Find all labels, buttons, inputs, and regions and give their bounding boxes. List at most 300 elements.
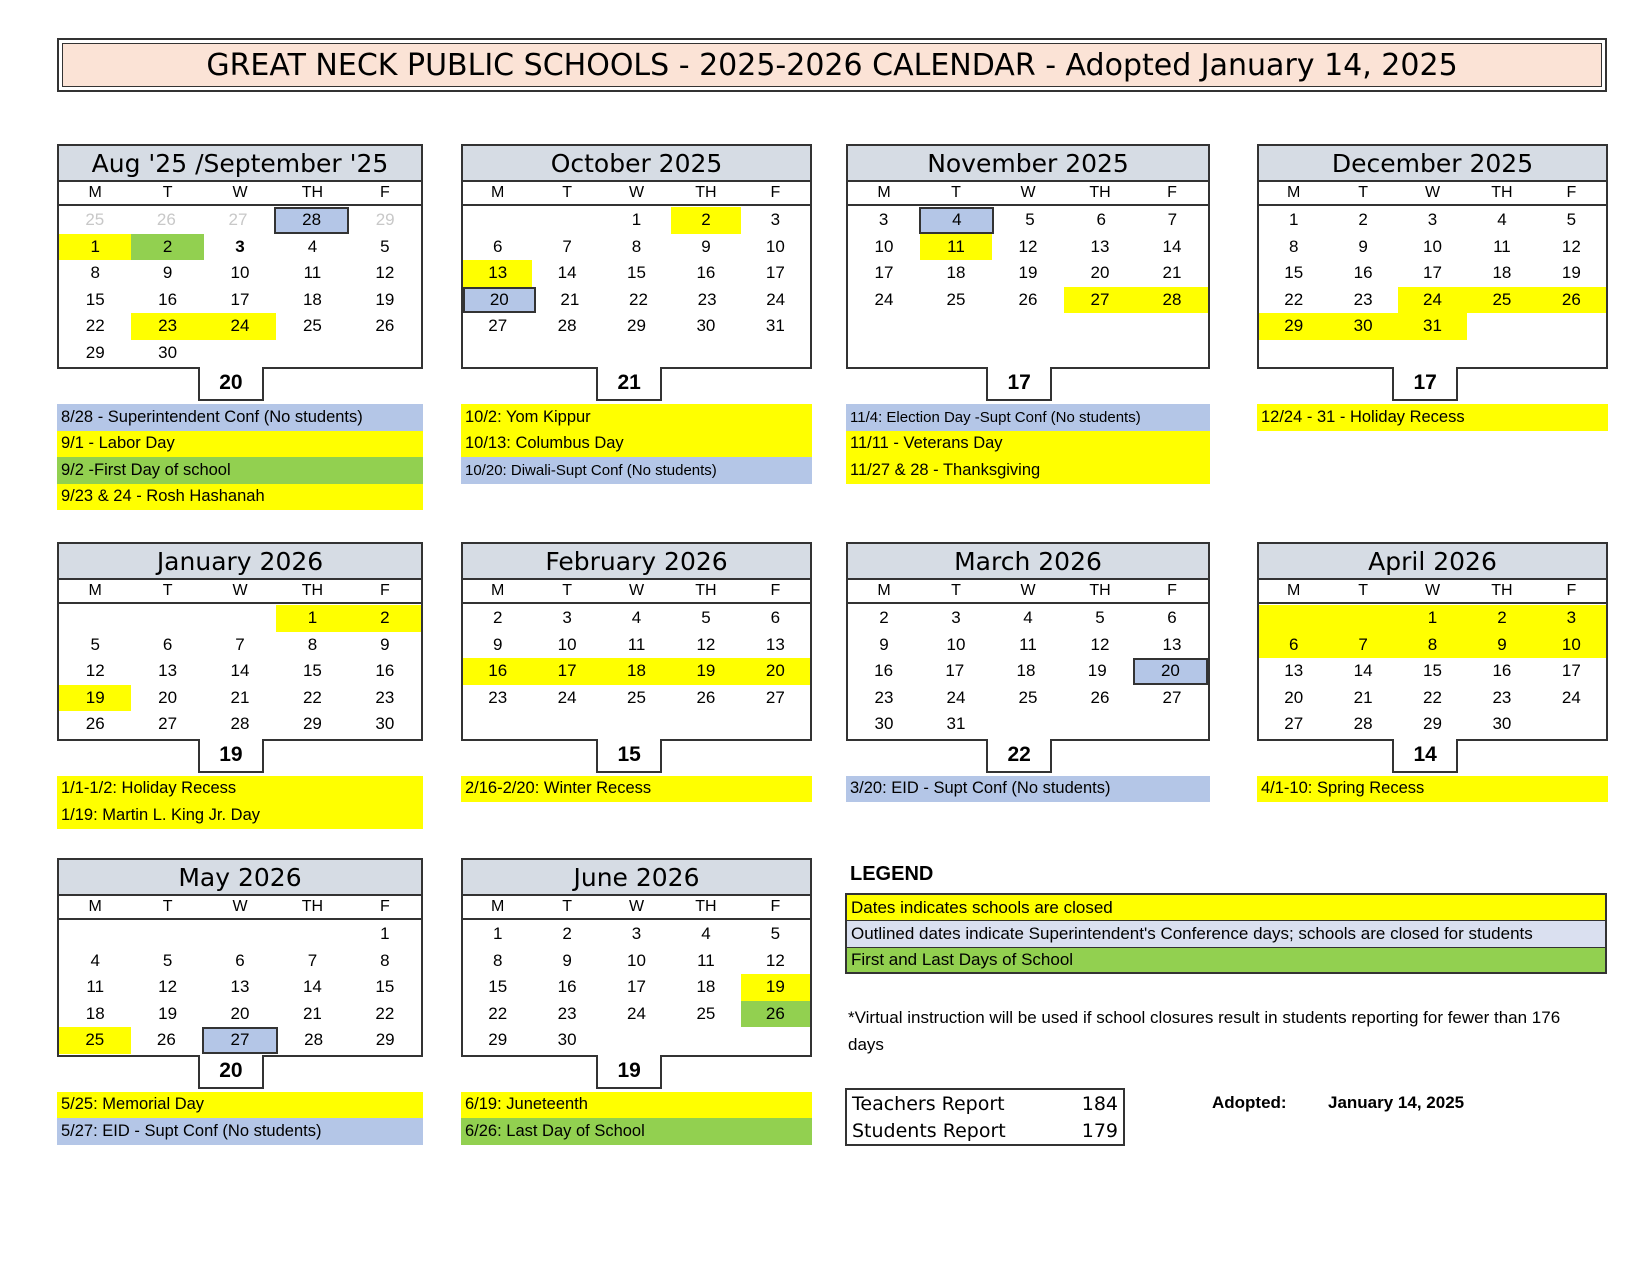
event-note: 6/19: Juneteenth — [461, 1092, 812, 1119]
weekday-label: M — [877, 184, 891, 201]
day-cell: 20 — [158, 687, 178, 707]
day-cell: 16 — [158, 289, 178, 309]
day-cell: 4 — [1023, 608, 1033, 628]
day-cell: 26 — [741, 1001, 810, 1028]
event-note: 8/28 - Superintendent Conf (No students) — [57, 404, 423, 431]
empty-day-cell — [602, 1027, 671, 1054]
month-title: June 2026 — [463, 860, 810, 896]
event-note: 12/24 - 31 - Holiday Recess — [1257, 404, 1608, 431]
day-cell: 1 — [1288, 210, 1299, 230]
day-cell: 18 — [1016, 661, 1036, 681]
day-cell: 23 — [488, 687, 508, 707]
day-cell: 2 — [349, 605, 421, 632]
day-cell: 24 — [557, 687, 577, 707]
weekday-label: T — [162, 582, 173, 599]
empty-day-cell — [349, 340, 421, 367]
day-cell: 3 — [878, 210, 889, 230]
day-cell: 26 — [156, 1030, 176, 1050]
weekday-label: F — [770, 898, 781, 915]
weekday-label: TH — [301, 582, 324, 599]
week-row — [848, 313, 1208, 340]
event-note: 11/27 & 28 - Thanksgiving — [846, 457, 1210, 484]
week-row — [848, 658, 1208, 685]
week-row — [1259, 287, 1606, 314]
day-cell: 2 — [1467, 605, 1536, 632]
empty-day-cell — [671, 1027, 740, 1054]
empty-day-cell — [1537, 340, 1606, 367]
day-cell: 28 — [230, 714, 250, 734]
empty-day-cell — [920, 340, 992, 367]
week-row — [848, 340, 1208, 367]
day-cell: 23 — [874, 687, 894, 707]
day-cell: 12 — [765, 950, 785, 970]
day-cell: 20 — [1284, 687, 1304, 707]
day-cell: 17 — [765, 263, 785, 283]
week-row — [59, 685, 421, 712]
day-cell: 14 — [1162, 236, 1182, 256]
event-note: 1/19: Martin L. King Jr. Day — [57, 802, 423, 829]
adopted-label: Adopted: — [1212, 1093, 1287, 1112]
day-cell: 2 — [671, 207, 740, 234]
day-cell: 2 — [1358, 210, 1368, 230]
week-row — [463, 1001, 810, 1028]
weekday-label: F — [1566, 582, 1577, 599]
day-cell: 29 — [85, 342, 105, 362]
empty-day-cell — [59, 605, 131, 632]
week-row — [463, 207, 810, 234]
weekday-label: T — [951, 184, 961, 201]
empty-day-cell — [1259, 605, 1328, 632]
month-notes — [57, 776, 423, 829]
week-row — [59, 234, 421, 261]
empty-day-cell — [204, 605, 276, 632]
weekday-label: W — [628, 582, 645, 599]
day-cell: 11 — [86, 977, 105, 997]
day-cell: 8 — [1288, 236, 1299, 256]
day-cell: 6 — [1096, 210, 1106, 230]
day-cell: 27 — [1064, 287, 1136, 314]
weekday-header — [848, 580, 1208, 604]
day-cell: 26 — [696, 687, 716, 707]
month-notes — [1257, 404, 1608, 431]
day-cell: 25 — [696, 1003, 716, 1023]
day-cell: 14 — [230, 661, 250, 681]
day-cell: 30 — [1328, 313, 1397, 340]
day-cell: 24 — [1398, 287, 1467, 314]
month-grid — [1257, 542, 1608, 741]
month-notes — [461, 776, 812, 803]
month-notes — [1257, 776, 1608, 803]
day-cell: 15 — [85, 289, 105, 309]
weekday-label: T — [162, 184, 173, 201]
day-cell: 6 — [235, 950, 245, 970]
day-cell: 5 — [1566, 210, 1577, 230]
week-row — [1259, 658, 1606, 685]
day-cell: 4 — [701, 924, 711, 944]
day-cell: 11 — [697, 950, 715, 970]
day-cell: 13 — [1284, 661, 1304, 681]
day-cell: 29 — [488, 1030, 508, 1050]
weekday-label: W — [1424, 184, 1441, 201]
day-cell: 10 — [946, 634, 966, 654]
day-cell: 21 — [1353, 687, 1373, 707]
day-cell: 12 — [1561, 236, 1581, 256]
day-cell: 16 — [696, 263, 716, 283]
weekday-label: T — [1358, 582, 1368, 599]
day-cell: 11 — [1493, 236, 1511, 256]
school-days-count: 22 — [986, 739, 1052, 773]
day-cell: 23 — [1353, 289, 1373, 309]
day-cell: 10 — [765, 236, 785, 256]
month-notes — [57, 1092, 423, 1145]
event-note: 5/25: Memorial Day — [57, 1092, 423, 1119]
day-cell: 6 — [492, 236, 503, 256]
school-days-count: 20 — [198, 1055, 264, 1089]
school-days-count: 17 — [986, 367, 1052, 401]
month-notes — [846, 404, 1210, 484]
month-title: February 2026 — [463, 544, 810, 580]
virtual-instruction-note: *Virtual instruction will be used if school closures result in students reporting for fewer than 176 days — [848, 1008, 1561, 1054]
day-cell: 12 — [158, 977, 178, 997]
day-cell: 11 — [627, 634, 646, 654]
day-cell: 8 — [307, 634, 318, 654]
empty-day-cell — [671, 340, 740, 367]
event-note: 2/16-2/20: Winter Recess — [461, 776, 812, 803]
week-row — [463, 632, 810, 659]
students-report-label: Students Report — [852, 1119, 1006, 1142]
day-cell: 1 — [1398, 605, 1467, 632]
day-cell: 12 — [1018, 236, 1038, 256]
empty-day-cell — [992, 711, 1064, 738]
empty-day-cell — [1537, 711, 1606, 738]
day-cell: 3 — [770, 210, 781, 230]
month-grid — [57, 858, 423, 1057]
day-cell: 23 — [697, 289, 717, 309]
day-cell: 1 — [631, 210, 642, 230]
week-row — [463, 658, 810, 685]
day-cell: 22 — [629, 289, 648, 309]
day-cell: 10 — [1537, 632, 1606, 659]
week-row — [59, 974, 421, 1001]
day-cell: 14 — [302, 977, 322, 997]
month-title: October 2025 — [463, 146, 810, 182]
day-cell: 23 — [375, 687, 395, 707]
weekday-label: M — [88, 898, 102, 915]
event-note: 10/2: Yom Kippur — [461, 404, 812, 431]
legend-title: LEGEND — [850, 863, 934, 885]
day-cell: 19 — [158, 1003, 178, 1023]
empty-day-cell — [1398, 340, 1467, 367]
day-cell: 30 — [375, 714, 395, 734]
empty-day-cell — [741, 340, 810, 367]
day-cell: 29 — [375, 1030, 395, 1050]
day-cell: 30 — [1492, 714, 1512, 734]
day-cell: 5 — [1025, 210, 1035, 230]
day-cell: 27 — [765, 687, 785, 707]
day-cell: 1 — [380, 924, 390, 944]
event-note: 6/26: Last Day of School — [461, 1118, 812, 1145]
legend — [845, 893, 1607, 974]
day-cell: 29 — [1259, 313, 1328, 340]
students-report-row — [847, 1117, 1123, 1144]
day-cell: 19 — [1018, 263, 1038, 283]
day-cell: 19 — [1561, 263, 1581, 283]
day-cell: 26 — [1090, 687, 1110, 707]
day-cell: 21 — [1162, 263, 1182, 283]
week-row — [1259, 313, 1606, 340]
empty-day-cell — [1064, 711, 1136, 738]
day-cell: 5 — [1095, 608, 1105, 628]
week-row — [463, 340, 810, 367]
day-cell: 11 — [303, 263, 322, 283]
day-cell: 10 — [230, 263, 250, 283]
weekday-label: M — [491, 898, 505, 915]
teachers-report-label: Teachers Report — [852, 1092, 1005, 1115]
week-row — [463, 711, 810, 738]
day-cell: 28 — [1136, 287, 1208, 314]
month-grid — [461, 144, 812, 369]
weekday-label: F — [1167, 582, 1177, 599]
day-cell: 5 — [380, 236, 390, 256]
month-grid — [461, 858, 812, 1057]
day-cell: 19 — [375, 289, 395, 309]
day-cell: 6 — [1167, 608, 1177, 628]
week-row — [59, 948, 421, 975]
empty-day-cell — [1467, 313, 1536, 340]
weekday-header — [463, 182, 810, 206]
month-title: Aug '25 /September '25 — [59, 146, 421, 182]
day-cell: 21 — [302, 1003, 322, 1023]
empty-day-cell — [992, 313, 1064, 340]
day-cell: 9 — [492, 634, 503, 654]
empty-day-cell — [532, 711, 601, 738]
weekday-label: W — [232, 184, 248, 201]
week-row — [463, 685, 810, 712]
week-row — [1259, 711, 1606, 738]
week-row — [848, 605, 1208, 632]
weekday-label: F — [379, 898, 390, 915]
day-cell: 24 — [874, 289, 894, 309]
weekday-label: M — [88, 582, 102, 599]
event-note: 9/23 & 24 - Rosh Hashanah — [57, 484, 423, 511]
week-row — [463, 974, 810, 1001]
day-cell: 16 — [1492, 661, 1512, 681]
day-cell: 15 — [488, 977, 508, 997]
day-cell: 4 — [90, 950, 100, 970]
week-row — [59, 340, 421, 367]
weekday-label: W — [628, 898, 645, 915]
empty-day-cell — [276, 340, 348, 367]
empty-day-cell — [59, 921, 131, 948]
day-cell: 10 — [627, 950, 646, 970]
day-cell: 3 — [951, 608, 961, 628]
day-cell: 16 — [557, 977, 577, 997]
weekday-label: T — [562, 898, 572, 915]
day-cell: 19 — [671, 658, 740, 685]
week-row — [1259, 260, 1606, 287]
day-cell: 6 — [162, 634, 173, 654]
week-row — [59, 260, 421, 287]
day-cell: 21 — [230, 687, 250, 707]
day-cell: 8 — [90, 263, 100, 283]
school-days-count: 20 — [198, 367, 264, 401]
empty-day-cell — [463, 207, 532, 234]
day-cell: 8 — [380, 950, 390, 970]
day-cell: 24 — [946, 687, 966, 707]
month-notes — [461, 404, 812, 484]
day-cell: 4 — [307, 236, 318, 256]
week-row — [463, 260, 810, 287]
day-cell: 26 — [85, 714, 105, 734]
weekday-label: TH — [1491, 184, 1513, 201]
event-note: 3/20: EID - Supt Conf (No students) — [846, 776, 1210, 803]
report-days-table — [845, 1088, 1125, 1146]
month-grid — [461, 542, 812, 741]
day-cell: 7 — [235, 634, 245, 654]
day-cell: 28 — [304, 1030, 324, 1050]
day-cell: 26 — [156, 210, 176, 230]
day-cell: 18 — [1492, 263, 1512, 283]
empty-day-cell — [532, 340, 601, 367]
weekday-label: F — [1566, 184, 1577, 201]
day-cell: 26 — [1018, 289, 1038, 309]
day-cell: 27 — [1284, 714, 1304, 734]
weekday-label: T — [951, 582, 961, 599]
day-cell: 11 — [1019, 634, 1037, 654]
empty-day-cell — [1259, 340, 1328, 367]
week-row — [1259, 685, 1606, 712]
day-cell: 7 — [562, 236, 572, 256]
empty-day-cell — [1064, 313, 1136, 340]
day-cell: 31 — [946, 714, 966, 734]
day-cell: 12 — [1090, 634, 1110, 654]
week-row — [463, 948, 810, 975]
day-cell: 28 — [557, 316, 577, 336]
day-cell: 4 — [1497, 210, 1507, 230]
day-cell: 30 — [696, 316, 716, 336]
day-cell: 12 — [85, 661, 105, 681]
week-row — [1259, 632, 1606, 659]
day-cell: 2 — [562, 924, 572, 944]
week-row — [848, 207, 1208, 234]
day-cell: 13 — [1090, 236, 1110, 256]
day-cell: 27 — [488, 316, 508, 336]
day-cell: 27 — [1162, 687, 1182, 707]
empty-day-cell — [204, 340, 276, 367]
weekday-label: W — [232, 582, 248, 599]
day-cell: 25 — [1467, 287, 1536, 314]
week-row — [463, 287, 810, 314]
day-cell: 5 — [162, 950, 173, 970]
day-cell: 4 — [631, 608, 642, 628]
weekday-label: TH — [1089, 582, 1111, 599]
day-cell: 8 — [631, 236, 642, 256]
day-cell: 17 — [532, 658, 601, 685]
month-title: March 2026 — [848, 544, 1208, 580]
weekday-header — [1259, 182, 1606, 206]
weekday-label: W — [1020, 184, 1036, 201]
weekday-label: F — [1167, 184, 1177, 201]
day-cell: 25 — [627, 687, 646, 707]
day-cell: 24 — [204, 313, 276, 340]
school-days-count: 15 — [596, 739, 662, 773]
week-row — [848, 260, 1208, 287]
empty-day-cell — [1328, 340, 1397, 367]
empty-day-cell — [1064, 340, 1136, 367]
empty-day-cell — [131, 921, 203, 948]
empty-day-cell — [602, 340, 671, 367]
empty-day-cell — [848, 340, 920, 367]
event-note: 1/1-1/2: Holiday Recess — [57, 776, 423, 803]
week-row — [59, 711, 421, 738]
event-note: 9/1 - Labor Day — [57, 431, 423, 458]
weekday-label: TH — [695, 898, 717, 915]
week-row — [59, 313, 421, 340]
day-cell: 3 — [235, 236, 245, 256]
day-cell: 17 — [874, 263, 894, 283]
week-row — [1259, 207, 1606, 234]
weekday-label: T — [162, 898, 173, 915]
event-note: 11/4: Election Day -Supt Conf (No students) — [846, 404, 1210, 431]
day-cell: 9 — [701, 236, 711, 256]
day-cell: 22 — [85, 316, 105, 336]
day-cell: 16 — [463, 658, 532, 685]
day-cell: 2 — [879, 608, 889, 628]
day-cell: 1 — [492, 924, 503, 944]
day-cell: 18 — [302, 289, 322, 309]
empty-day-cell — [204, 921, 276, 948]
empty-day-cell — [1136, 340, 1208, 367]
day-cell: 17 — [230, 289, 250, 309]
week-row — [59, 1027, 421, 1054]
empty-day-cell — [602, 711, 671, 738]
week-row — [59, 287, 421, 314]
legend-item-supt-conf: Outlined dates indicate Superintendent's Conference days; schools are closed for students — [847, 921, 1605, 948]
day-cell: 3 — [1427, 210, 1438, 230]
event-note: 10/13: Columbus Day — [461, 431, 812, 458]
day-cell: 20 — [463, 287, 536, 314]
month-title: April 2026 — [1259, 544, 1606, 580]
weekday-label: M — [1287, 184, 1301, 201]
event-note: 4/1-10: Spring Recess — [1257, 776, 1608, 803]
day-cell: 20 — [741, 658, 810, 685]
day-cell: 30 — [158, 342, 178, 362]
weekday-label: W — [232, 898, 248, 915]
day-cell: 28 — [274, 207, 350, 234]
school-days-count: 19 — [198, 739, 264, 773]
weekday-header — [463, 896, 810, 920]
day-cell: 5 — [90, 634, 100, 654]
week-row — [1259, 605, 1606, 632]
teachers-report-row — [847, 1090, 1123, 1117]
empty-day-cell — [920, 313, 992, 340]
empty-day-cell — [1537, 313, 1606, 340]
day-cell: 6 — [770, 608, 781, 628]
week-row — [1259, 234, 1606, 261]
weekday-header — [1259, 580, 1606, 604]
week-row — [59, 605, 421, 632]
day-cell: 25 — [59, 1027, 131, 1054]
week-row — [1259, 340, 1606, 367]
month-title: November 2025 — [848, 146, 1208, 182]
day-cell: 25 — [1018, 687, 1038, 707]
day-cell: 17 — [1561, 661, 1581, 681]
weekday-label: TH — [695, 582, 717, 599]
day-cell: 1 — [59, 234, 131, 261]
day-cell: 5 — [701, 608, 711, 628]
week-row — [59, 207, 421, 234]
day-cell: 27 — [228, 210, 248, 230]
